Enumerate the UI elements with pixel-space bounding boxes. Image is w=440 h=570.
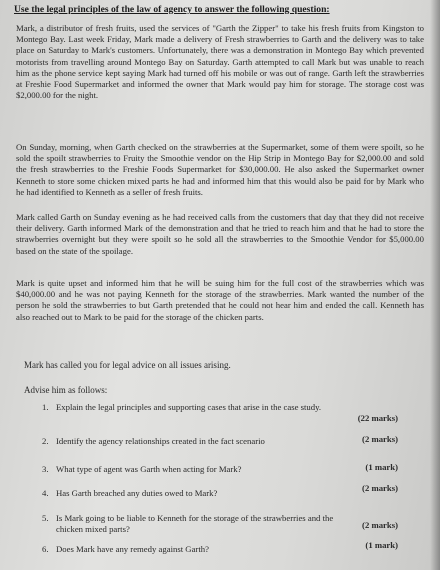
question-text: Is Mark going to be liable to Kenneth for the storage of the strawberries and the chicken mixed parts? — [56, 513, 334, 534]
question-marks: (22 marks) — [357, 413, 398, 423]
question-marks: (2 marks) — [362, 483, 398, 493]
question-number: 6. — [42, 544, 49, 554]
question-text: Explain the legal principles and supporting cases that arise in the case study. — [56, 402, 322, 412]
question-marks: (1 mark) — [365, 540, 398, 550]
question-marks: (2 marks) — [362, 520, 398, 530]
advice-intro: Mark has called you for legal advice on all issues arising. — [24, 360, 231, 370]
document-heading: Use the legal principles of the law of agency to answer the following question: — [14, 4, 330, 15]
advise-instruction: Advise him as follows: — [24, 385, 108, 395]
question-text: Has Garth breached any duties owed to Mark? — [56, 488, 218, 498]
question-number: 4. — [42, 488, 49, 498]
question-text: Identify the agency relationships created in the fact scenario — [56, 436, 265, 446]
question-number: 5. — [42, 513, 49, 523]
question-text: Does Mark have any remedy against Garth? — [56, 544, 209, 554]
question-number: 2. — [42, 436, 49, 446]
question-text: What type of agent was Garth when acting for Mark? — [56, 464, 242, 474]
question-number: 1. — [42, 402, 49, 412]
page-edge-shadow — [430, 0, 440, 570]
question-marks: (2 marks) — [362, 434, 398, 444]
case-paragraph-4: Mark is quite upset and informed him that he will be suing him for the full cost of the strawberries which was $40,000.00 and he was not paying Kenneth for the storage of the strawberries. Mark wanted the number of the person he sold the strawberries to but Garth pretended that he could not hear him and ended the call. Kenneth has also reached out to Mark to be paid for the storage of the chicken parts. — [16, 278, 424, 322]
case-paragraph-2: On Sunday, morning, when Garth checked on the strawberries at the Supermarket, some of them were spoilt, so he sold the spoilt strawberries to Fruity the Smoothie vendor on the Hip Strip in Montego Bay for $2,000.00 and sold the fresh strawberries to the Freshie Foods Supermarket for $30,000.00. He also asked the Supermarket owner Kenneth to store some chicken mixed parts he had and informed him that this would also be paid for by Mark who he had identified to Kenneth as a seller of fresh fruits. — [16, 142, 424, 197]
question-number: 3. — [42, 464, 49, 474]
case-paragraph-3: Mark called Garth on Sunday evening as he had received calls from the customers that day that they did not receive their delivery. Garth informed Mark of the demonstration and that he tried to reach him and that he had to store the strawberries overnight but they were spoilt so he sold all the strawberries to the Smoothie Vendor for $5,000.00 based on the state of the spoilage. — [16, 212, 424, 256]
question-marks: (1 mark) — [365, 462, 398, 472]
case-paragraph-1: Mark, a distributor of fresh fruits, used the services of "Garth the Zipper" to take his fresh fruits from Kingston to Montego Bay. Last week Friday, Mark made a delivery of Fresh strawberries to Garth and the delivery was to take place on Saturday to Mark's customers. Unfortunately, there was a demonstration in Montego Bay which prevented motorists from travelling around Montego Bay on Saturday. Garth attempted to call Mark but was unable to reach him as the phone service kept saying Mark had turned off his mobile or was out of range. Garth left the strawberries at Freshie Food Supermarket and informed the owner that Mark would pay him for storage. The storage cost was $2,000.00 for the night. — [16, 23, 424, 101]
